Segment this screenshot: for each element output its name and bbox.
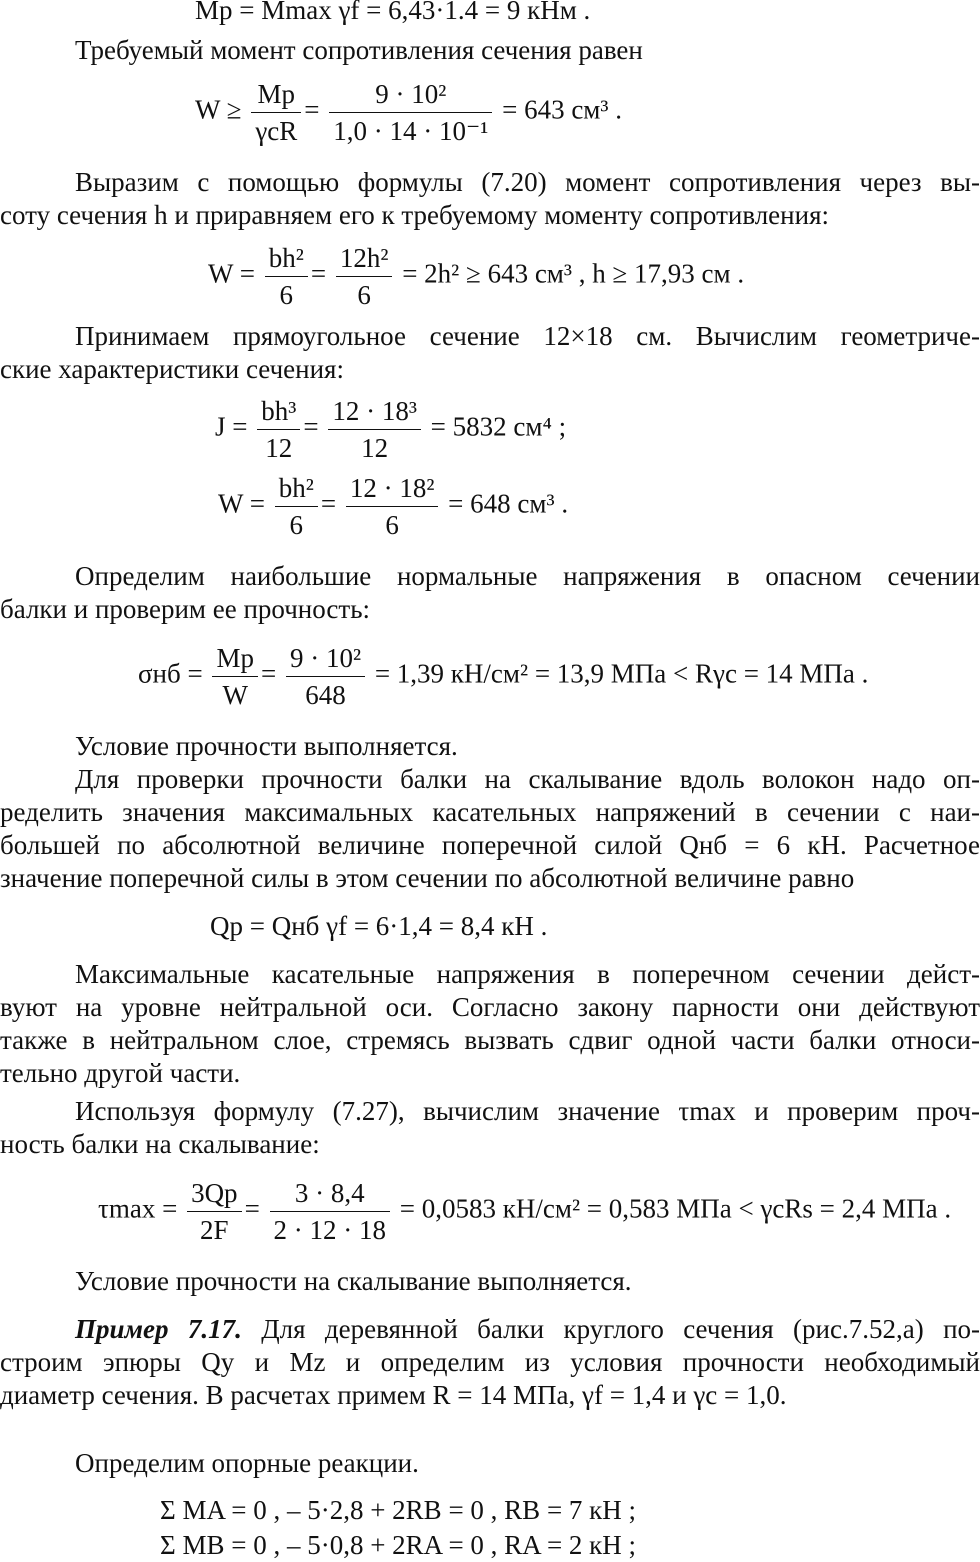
paragraph-max-line2: вуют на уровне нейтральной оси. Согласно закону парности они действуют (0, 992, 980, 1022)
paragraph-condition-1: Условие прочности выполняется. (75, 731, 458, 761)
paragraph-accept-line1: Принимаем прямоугольное сечение 12×18 см. Вычислим геометриче- (75, 321, 980, 351)
denominator: γcR (255, 116, 298, 146)
equation-design-shear: Qр = Qнб γf = 6·1,4 = 8,4 кН . (210, 911, 548, 941)
paragraph-max-line1: Максимальные касательные напряжения в поперечном сечении дейст- (75, 959, 980, 989)
denominator: 6 (289, 510, 304, 540)
numerator: bh² (265, 240, 308, 277)
equation-required-W: W ≥ $\frac{Mр}{\text{γcR}}$ = $\frac{\text{9 · 10²}}{\text{1,0 · 14 · 10⁻¹}}$ = 643 см³ . (195, 76, 622, 149)
paragraph-use-line1: Используя формулу (7.27), вычислим значение τmax и проверим проч- (75, 1096, 980, 1126)
numerator: Mр (212, 640, 258, 677)
fraction (257, 393, 300, 466)
paragraph-express-line2: соту сечения h и приравняем его к требуемому моменту сопротивления: (0, 200, 829, 230)
paragraph-example-line3: диаметр сечения. В расчетах примем R = 14 МПа, γf = 1,4 и γc = 1,0. (0, 1380, 787, 1410)
paragraph-condition-2: Условие прочности на скалывание выполняется. (75, 1266, 632, 1296)
denominator: 648 (305, 680, 346, 710)
numerator: 12 · 18² (346, 470, 439, 507)
paragraph-example-line2: строим эпюры Qy и Mz и определим из условия прочности необходимый (0, 1347, 980, 1377)
numerator: 3Qр (187, 1175, 242, 1212)
fraction (286, 640, 365, 713)
paragraph-accept-line2: ские характеристики сечения: (0, 354, 344, 384)
equation-design-moment: Mр = Mmax γf = 6,43·1.4 = 9 кНм . (195, 0, 591, 25)
denominator: 12 (265, 433, 293, 463)
fraction (212, 640, 258, 713)
denominator: 1,0 · 14 · 10⁻¹ (333, 116, 489, 146)
eq-rhs: = 2h² ≥ 643 см³ , h ≥ 17,93 см . (402, 258, 745, 289)
equation-moment-A: Σ MA = 0 , – 5·2,8 + 2RB = 0 , RB = 7 кН ; (160, 1495, 637, 1525)
eq-rhs: = 643 см³ . (502, 94, 622, 125)
paragraph-define-line2: балки и проверим ее прочность: (0, 594, 371, 624)
paragraph-shear-line4: значение поперечной силы в этом сечении по абсолютной величине равно (0, 863, 855, 893)
example-text: Для деревянной балки круглого сечения (рис.7.52,а) по- (261, 1314, 980, 1344)
equation-W-of-h: W = $\frac{\text{bh²}}{6}$ = $\frac{\text{12h²}}{6}$ = 2h² ≥ 643 см³ , h ≥ 17,93 см . (208, 240, 744, 313)
eq-lhs: W = (208, 258, 255, 289)
fraction (346, 470, 439, 543)
paragraph-define-line1: Определим наибольшие нормальные напряжения в опасном сечении (75, 561, 980, 591)
numerator: bh² (275, 470, 318, 507)
denominator: 2F (200, 1215, 229, 1245)
numerator: 12h² (336, 240, 393, 277)
equation-moment-B: Σ MB = 0 , – 5·0,8 + 2RA = 0 , RA = 2 кН ; (160, 1530, 637, 1560)
denominator: W (222, 680, 248, 710)
eq-rhs: = 0,0583 кН/см² = 0,583 МПа < γcRs = 2,4 МПа . (399, 1193, 952, 1224)
eq-lhs: J = (215, 411, 248, 442)
numerator: 9 · 10² (329, 76, 492, 113)
eq-rhs: = 1,39 кН/см² = 13,9 МПа < Rγc = 14 МПа . (374, 658, 869, 689)
equation-normal-stress: σнб = $\frac{Mр}{W}$ = $\frac{\text{9 · 10²}}{648}$ = 1,39 кН/см² = 13,9 МПа < Rγc = 14 МПа . (138, 640, 868, 713)
example-title: Пример 7.17. (75, 1314, 242, 1344)
paragraph-use-line2: ность балки на скалывание: (0, 1129, 320, 1159)
fraction (329, 76, 492, 149)
denominator: 6 (357, 280, 371, 310)
eq-rhs: = 5832 см⁴ ; (430, 411, 567, 442)
paragraph-express-line1: Выразим с помощью формулы (7.20) момент сопротивления через вы- (75, 167, 980, 197)
denominator: 6 (279, 280, 294, 310)
numerator: 12 · 18³ (328, 393, 421, 430)
eq-lhs: W = (218, 488, 265, 519)
eq-lhs: σнб = (138, 658, 203, 689)
fraction (328, 393, 421, 466)
fraction (251, 76, 301, 149)
numerator: bh³ (257, 393, 300, 430)
paragraph-reactions: Определим опорные реакции. (75, 1448, 419, 1478)
eq-lhs: τmax = (98, 1193, 178, 1224)
paragraph-shear-line3: большей по абсолютной величине поперечной силой Qнб = 6 кН. Расчетное (0, 830, 980, 860)
fraction (275, 470, 318, 543)
paragraph-max-line3: также в нейтральном слое, стремясь вызвать сдвиг одной части балки относи- (0, 1025, 980, 1055)
numerator: 9 · 10² (286, 640, 365, 677)
equation-shear-stress: τmax = $\frac{3Qр}{2F}$ = $\frac{3 \cdot 8,4}{2 \cdot 12 \cdot 18}$ = 0,0583 кН/см² = 0,583 МПа < γcRs = 2,4 МПа . (98, 1175, 951, 1248)
paragraph-shear-line1: Для проверки прочности балки на скалывание вдоль волокон надо оп- (75, 764, 980, 794)
numerator: Mр (251, 76, 301, 113)
fraction (265, 240, 308, 313)
eq-rhs: = 648 см³ . (448, 488, 569, 519)
eq-lhs: W ≥ (195, 94, 242, 125)
fraction (187, 1175, 242, 1248)
denominator: 12 (361, 433, 389, 463)
equation-section-W: W = $\frac{\text{bh²}}{6}$ = $\frac{\text{12 · 18²}}{6}$ = 648 см³ . (218, 470, 568, 543)
paragraph-max-line4: тельно другой части. (0, 1058, 241, 1088)
denominator: 6 (385, 510, 399, 540)
fraction (270, 1175, 390, 1248)
fraction (336, 240, 393, 313)
paragraph-shear-line2: ределить значения максимальных касательных напряжений в сечении с наи- (0, 797, 980, 827)
denominator: 2 · 12 · 18 (273, 1215, 387, 1245)
numerator: 3 · 8,4 (270, 1175, 390, 1212)
equation-inertia-J: J = $\frac{\text{bh³}}{12}$ = $\frac{\text{12 · 18³}}{12}$ = 5832 см⁴ ; (215, 393, 566, 466)
paragraph-required-moment: Требуемый момент сопротивления сечения равен (75, 35, 643, 65)
paragraph-example-line1 (0, 1313, 980, 1346)
